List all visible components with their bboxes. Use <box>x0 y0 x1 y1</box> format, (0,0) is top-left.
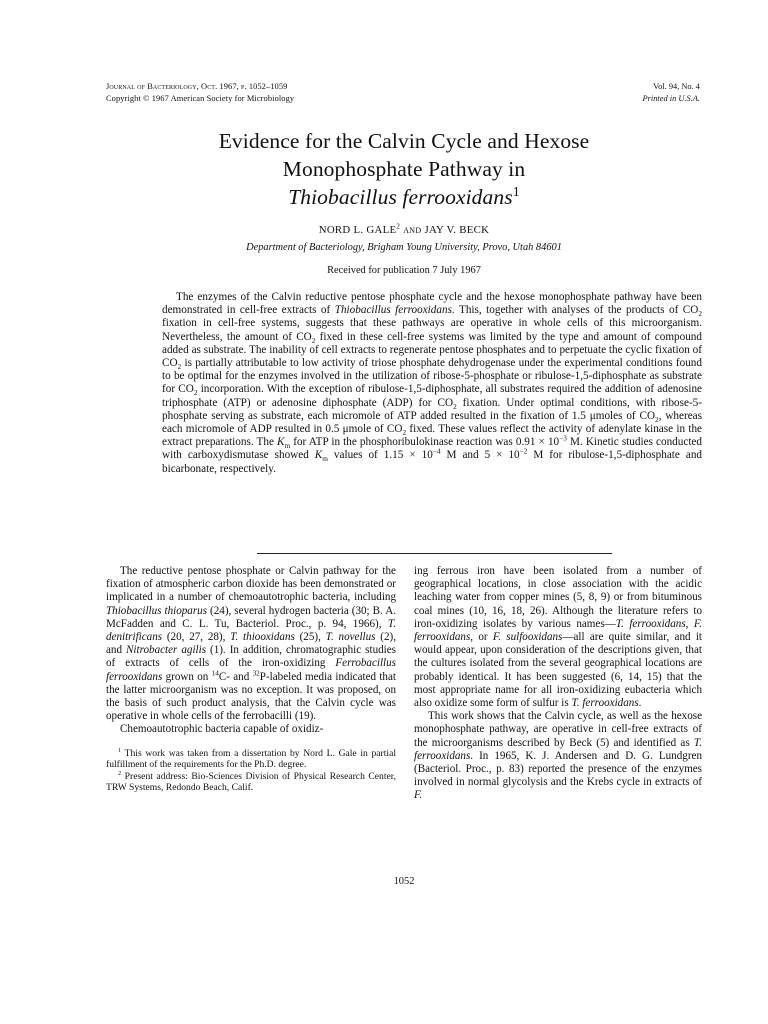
body-paragraph: ing ferrous iron have been isolated from a number of geographical locations, in close association with the acidic leaching water from copper mines (5, 8, 9) or from bituminous coal mines (10, 16, 18, 26). Although the literature refers to iron-oxidizing isolates by various names—T. ferrooxidans, F. ferrooxidans, or F. sulfooxidans—all are quite similar, and it would appear, upon consideration of the descriptions given, that the cultures isolated from the several geographical locations are probably identical. It has been suggested (6, 14, 15) that the most appropriate name for all iron-oxidizing eubacteria which also oxidize some form of sulfur is T. ferrooxidans. <box>414 565 703 710</box>
journal-citation: Journal of Bacteriology, Oct. 1967, p. 1052–1059 <box>106 82 288 91</box>
author-line <box>0 223 768 237</box>
abstract: The enzymes of the Calvin reductive pentose phosphate cycle and the hexose monophosphate pathway have been demonstrated in cell-free extracts of Thiobacillus ferrooxidans. This, together with analyses of the products of $CO_2$ fixation in cell-free systems, suggests that these pathways are operative in whole cells of this microorganism. Nevertheless, the amount of $CO_2$ fixed in these cell-free systems was limited by the type and amount of compound added as substrate. The inability of cell extracts to regenerate pentose phosphates and to perpetuate the cyclic fixation of $CO_2$ is partially attributable to low activity of triose phosphate dehydrogenase under the experimental conditions found to be optimal for the enzymes involved in the utilization of ribose-5-phosphate or ribulose-1,5-diphosphate as substrate for $CO_2$ incorporation. With the exception of ribulose-1,5-diphosphate, all substrates required the addition of adenosine triphosphate (ATP) or adenosine diphosphate (ADP) for $CO_2$ fixation. Under optimal conditions, with ribose-5-phosphate serving as substrate, each micromole of ATP added resulted in the fixation of 1.5 μmoles of $CO_2$, whereas each micromole of ADP resulted in 0.5 μmole of $CO_2$ fixed. These values reflect the activity of adenylate kinase in the extract preparations. The $K_m$ for ATP in the phosphoribulokinase reaction was $0.91 \times 10^{-3}$ M. Kinetic studies conducted with carboxydismutase showed $K_m$ values of $1.15 \times 10^{-4}$ M and $5 \times 10^{-2}$ M for ribulose-1,5-diphosphate and bicarbonate, respectively. <box>162 291 703 475</box>
footnote-2: $^2$ Present address: Bio-Sciences Division of Physical Research Center, TRW Systems, Redondo Beach, Calif. <box>106 769 396 794</box>
page-number: 1052 <box>393 876 415 887</box>
title-organism: Thiobacillus ferrooxidans <box>288 185 513 209</box>
body-paragraph: This work shows that the Calvin cycle, as well as the hexose monophosphate pathway, are operative in cell-free extracts of the microorganisms described by Beck (5) and identified as T. ferrooxidans. In 1965, K. J. Andersen and D. G. Lundgren (Bacteriol. Proc., p. 83) reported the presence of the enzymes involved in normal glycolysis and the Krebs cycle in extracts of F. <box>414 710 702 802</box>
footnotes <box>106 748 396 794</box>
title-footnote-mark: 1 <box>512 184 520 200</box>
copyright-line: Copyright © 1967 American Society for Microbiology <box>106 93 295 103</box>
volume-number: Vol. 94, No. 4 <box>653 82 700 91</box>
author-2: JAY V. BECK <box>424 224 490 236</box>
article-title <box>0 127 768 211</box>
footnote-1: $^1$ This work was taken from a dissertation by Nord L. Gale in partial fulfillment of the requirements for the Ph.D. degree. <box>106 746 396 771</box>
body-column-right <box>414 565 702 803</box>
received-date: Received for publication 7 July 1967 <box>327 265 481 276</box>
printed-in: Printed in U.S.A. <box>642 93 700 103</box>
affiliation: Department of Bacteriology, Brigham Young University, Provo, Utah 84601 <box>246 242 562 253</box>
title-line-1: Evidence for the Calvin Cycle and Hexose <box>218 129 590 153</box>
body-column-left <box>106 565 396 794</box>
running-header-right <box>643 81 700 104</box>
running-header-left <box>106 81 294 104</box>
title-line-2: Monophosphate Pathway in <box>282 157 526 181</box>
body-paragraph: The reductive pentose phosphate or Calvin pathway for the fixation of atmospheric carbon dioxide has been demonstrated or implicated in a number of chemoautotrophic bacteria, including Thiobacillus thioparus (24), several hydrogen bacteria (30; B. A. McFadden and C. L. Tu, Bacteriol. Proc., p. 94, 1966), T. denitrificans (20, 27, 28), T. thiooxidans (25), T. novellus (2), and Nitrobacter agilis (1). In addition, chromatographic studies of extracts of cells of the iron-oxidizing Ferrobacillus ferrooxidans grown on $^{14}$C- and $^{32}$P-labeled media indicated that the latter microorganism was no exception. It was proposed, on the basis of such product analysis, that the Calvin cycle was operative in whole cells of the ferrobacilli (19). <box>106 565 396 723</box>
abstract-divider <box>257 553 612 554</box>
body-paragraph: Chemoautotrophic bacteria capable of oxidiz- <box>120 723 324 736</box>
author-1: NORD L. GALE <box>318 224 397 236</box>
author-1-footnote-mark: 2 <box>396 222 401 231</box>
title-line-3 <box>0 183 768 211</box>
author-conjunction: and <box>403 224 422 236</box>
